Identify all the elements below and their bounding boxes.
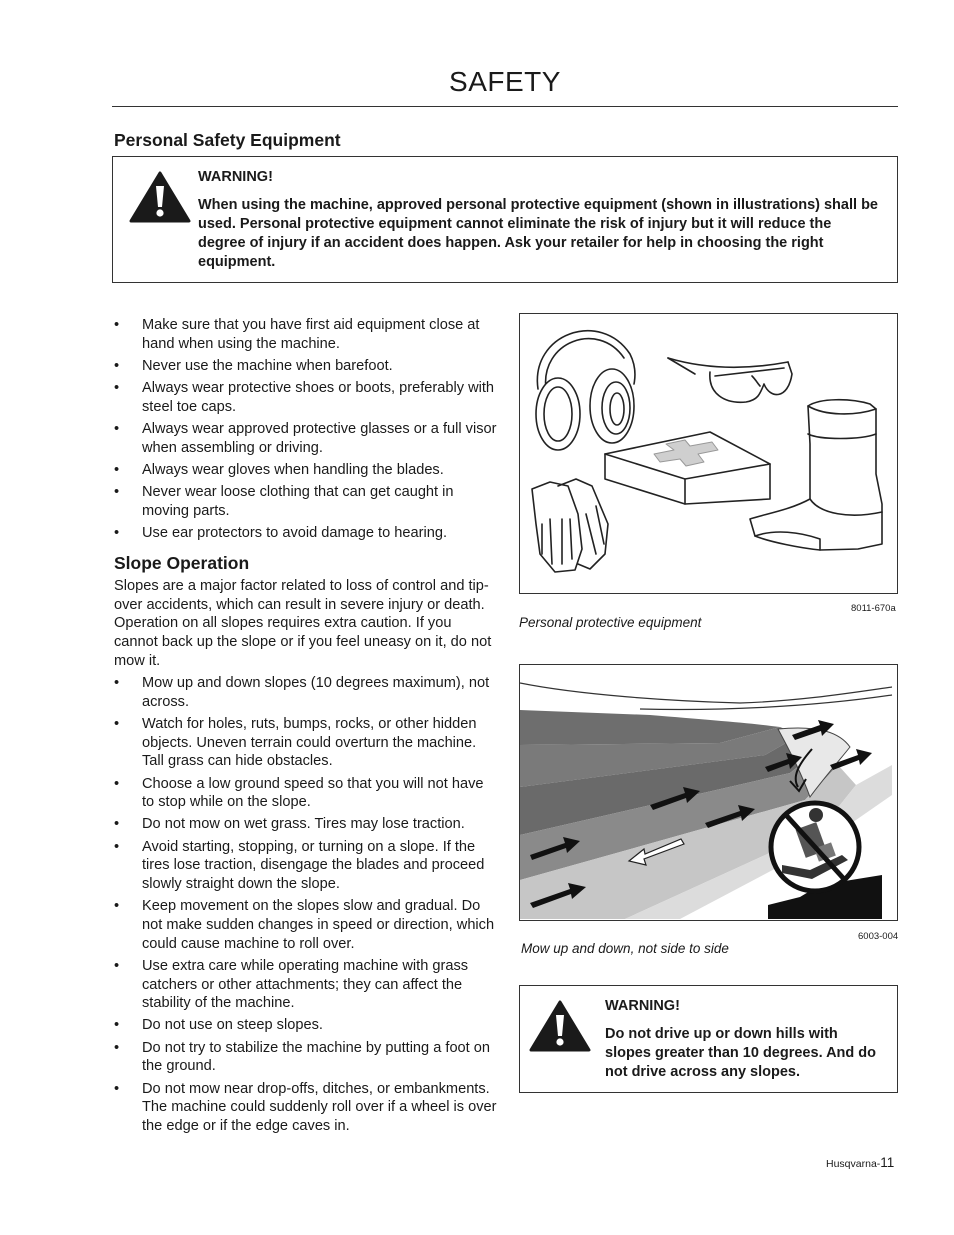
figure-code-slope: 6003-004 xyxy=(858,931,899,942)
slope-intro-paragraph: Slopes are a major factor related to loss of control and tip-over accidents, which can result in severe injury or death. Operation on all slopes requires extra caution. If you cannot back up the slope or if you feel uneasy on it, do not mow it. xyxy=(114,578,492,669)
warning-text: When using the machine, approved personal protective equipment (shown in illustrations) shall be used. Personal protective equipment cannot eliminate the risk of injury but it will reduce the degree of injury if an accident does happen. Ask your retailer for help in choosing the right equipment. xyxy=(198,197,878,270)
list-item: • Always wear approved protective glasses or a full visor when assembling or driving. xyxy=(114,420,499,457)
list-item: • Choose a low ground speed so that you will not have to stop while on the slope. xyxy=(114,775,499,812)
ppe-illustration xyxy=(519,313,898,594)
slope-mowing-drawing xyxy=(520,665,896,919)
warning-box-ppe xyxy=(112,156,898,283)
ppe-illustration-drawing xyxy=(520,314,896,592)
list-item: • Use ear protectors to avoid damage to hearing. xyxy=(114,524,499,543)
page-title: SAFETY xyxy=(449,66,561,97)
gloves-icon xyxy=(532,479,608,572)
list-item: • Always wear gloves when handling the blades. xyxy=(114,461,499,480)
footer-separator: - xyxy=(876,1158,881,1170)
page-number: 11 xyxy=(880,1155,895,1170)
title-divider xyxy=(112,106,898,107)
list-item: • Do not mow near drop-offs, ditches, or embankments. The machine could suddenly roll over if a wheel is over the edge or if the edge caves in. xyxy=(114,1080,499,1136)
warning-label: WARNING! xyxy=(198,169,273,185)
footer-brand: Husqvarna xyxy=(826,1158,877,1170)
list-item: • Make sure that you have first aid equipment close at hand when using the machine. xyxy=(114,316,499,353)
figure-caption-ppe: Personal protective equipment xyxy=(519,615,702,630)
list-item: • Keep movement on the slopes slow and gradual. Do not make sudden changes in speed or direction, which could cause machine to roll over. xyxy=(114,897,499,953)
list-item: • Avoid starting, stopping, or turning on a slope. If the tires lose traction, disengage the blades and proceed slowly straight down the slope. xyxy=(114,838,499,894)
list-item: • Do not use on steep slopes. xyxy=(114,1016,499,1035)
list-item: • Mow up and down slopes (10 degrees maximum), not across. xyxy=(114,674,499,711)
ear-protectors-icon xyxy=(536,331,635,450)
section-heading-personal-safety: Personal Safety Equipment xyxy=(114,130,341,150)
safety-glasses-icon xyxy=(668,358,792,402)
section-heading-slope-operation: Slope Operation xyxy=(114,553,250,573)
warning-triangle-icon xyxy=(129,171,191,223)
warning-label: WARNING! xyxy=(605,998,680,1014)
ppe-bullet-list xyxy=(114,316,499,546)
figure-caption-slope: Mow up and down, not side to side xyxy=(521,941,729,956)
list-item: • Do not mow on wet grass. Tires may lose traction. xyxy=(114,815,499,834)
slope-mowing-illustration xyxy=(519,664,898,921)
list-item: • Use extra care while operating machine with grass catchers or other attachments; they can affect the stability of the machine. xyxy=(114,957,499,1013)
no-side-slope-icon xyxy=(771,803,859,891)
list-item: • Watch for holes, ruts, bumps, rocks, or other hidden objects. Uneven terrain could overturn the machine. Tall grass can hide obstacles. xyxy=(114,715,499,771)
list-item: • Never wear loose clothing that can get caught in moving parts. xyxy=(114,483,499,520)
figure-code-ppe: 8011-670a xyxy=(851,603,896,614)
list-item: • Do not try to stabilize the machine by putting a foot on the ground. xyxy=(114,1039,499,1076)
list-item: • Never use the machine when barefoot. xyxy=(114,357,499,376)
warning-text: Do not drive up or down hills with slopes greater than 10 degrees. And do not drive across any slopes. xyxy=(605,1026,877,1080)
page-footer xyxy=(826,1155,894,1170)
first-aid-kit-icon xyxy=(605,432,770,504)
list-item: • Always wear protective shoes or boots, preferably with steel toe caps. xyxy=(114,379,499,416)
warning-box-slopes xyxy=(519,985,898,1093)
slope-bullet-list xyxy=(114,674,499,1139)
warning-triangle-icon xyxy=(529,1000,591,1052)
